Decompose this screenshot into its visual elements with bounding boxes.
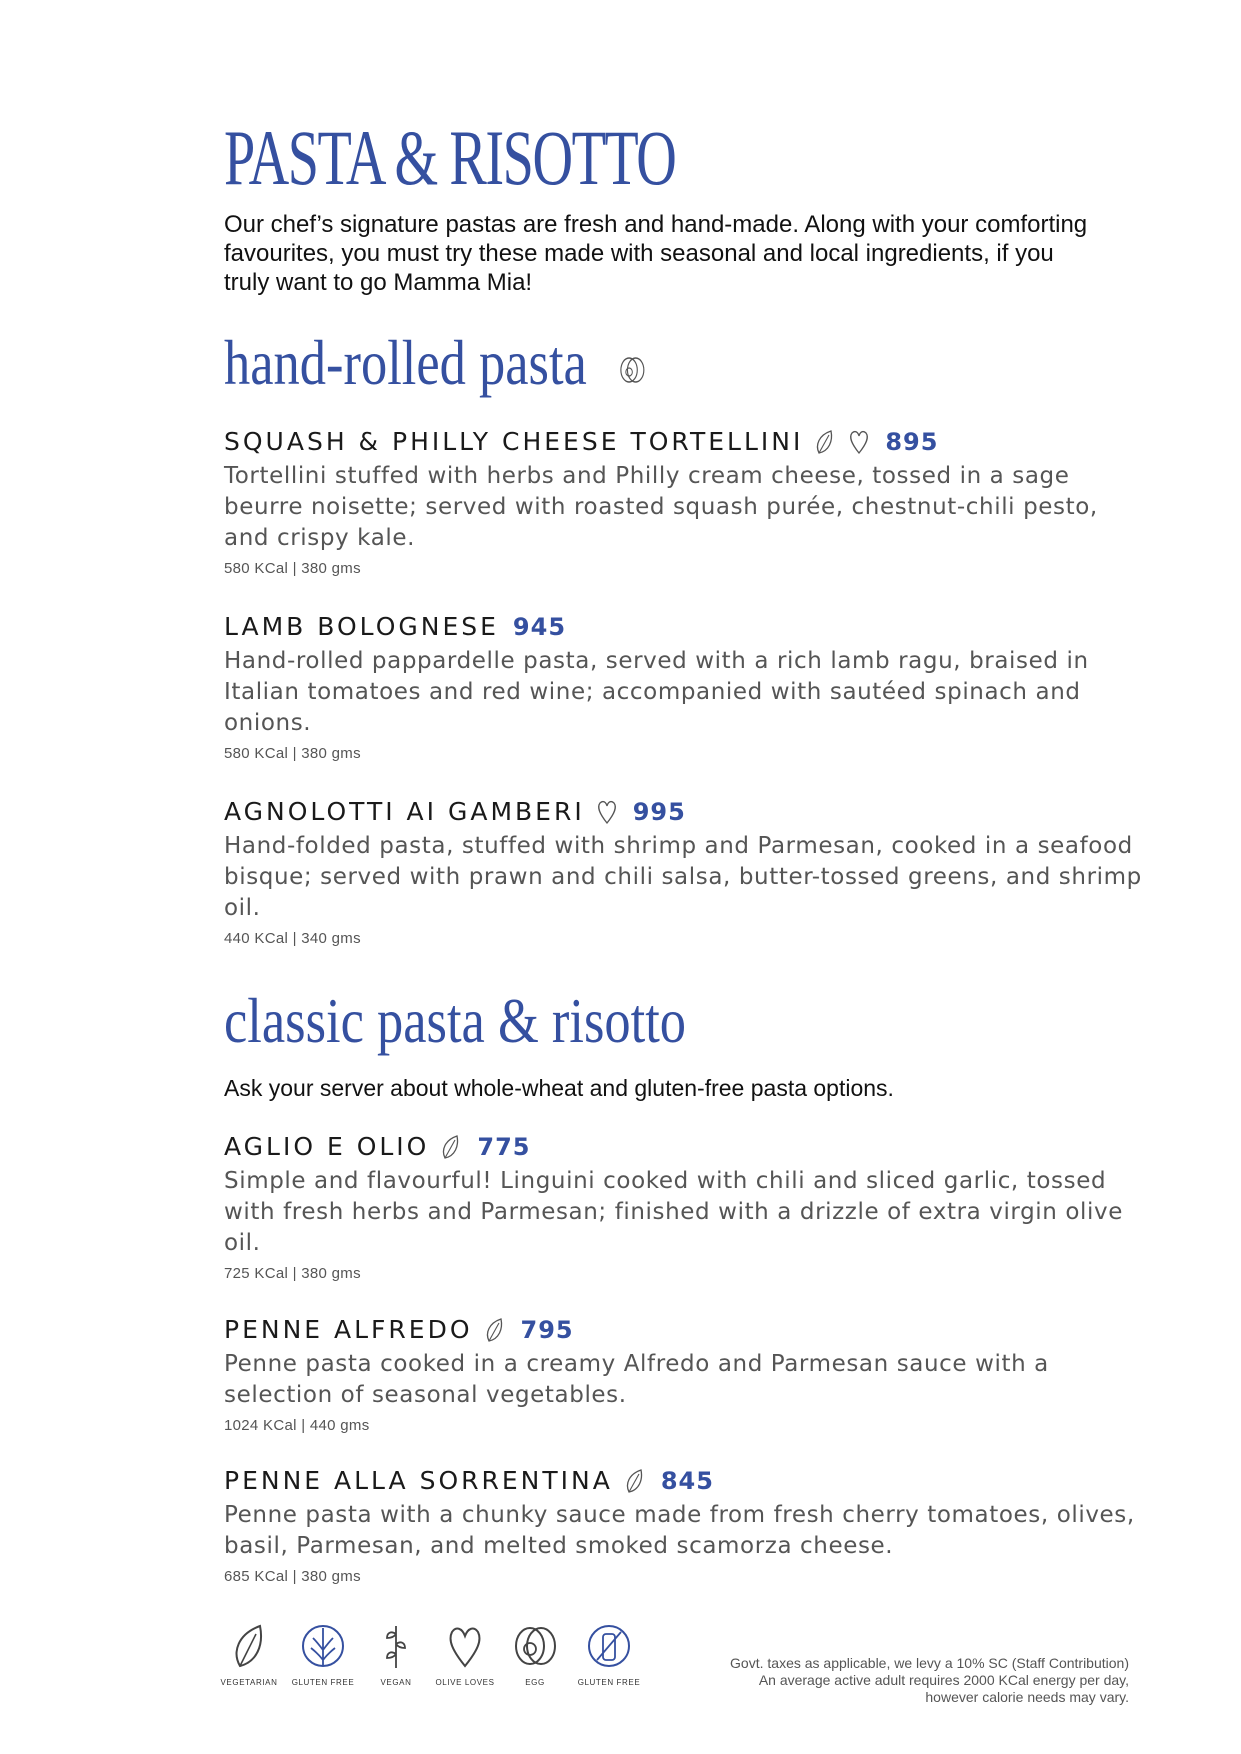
item-name: AGNOLOTTI AI GAMBERI bbox=[224, 797, 585, 826]
item-description: Penne pasta cooked in a creamy Alfredo and Parmesan sauce with a selection of seasonal vegetables. bbox=[224, 1351, 1049, 1408]
item-nutrition: 580 KCal | 380 gms bbox=[224, 745, 361, 762]
item-description: Simple and flavourful! Linguini cooked with chili and sliced garlic, tossed with fresh herbs and Parmesan; finished with a drizzle of extra virgin olive oil. bbox=[224, 1168, 1123, 1256]
egg-icon bbox=[618, 354, 646, 384]
item-name: SQUASH & PHILLY CHEESE TORTELLINI bbox=[224, 427, 804, 456]
item-nutrition: 440 KCal | 340 gms bbox=[224, 930, 361, 947]
vegetarian-icon bbox=[813, 429, 837, 455]
olive-loves-icon bbox=[442, 1620, 488, 1672]
section-title-classic: classic pasta & risotto bbox=[224, 985, 687, 1056]
item-price: 995 bbox=[632, 798, 686, 826]
gluten-free-icon bbox=[300, 1620, 346, 1672]
menu-item bbox=[224, 795, 1144, 947]
item-name: PENNE ALFREDO bbox=[224, 1315, 473, 1344]
item-price: 775 bbox=[477, 1133, 531, 1161]
section-title-hand-rolled: hand-rolled pasta bbox=[224, 330, 646, 396]
olive-loves-icon bbox=[595, 799, 619, 825]
menu-item bbox=[224, 425, 1144, 577]
item-nutrition: 725 KCal | 380 gms bbox=[224, 1265, 361, 1282]
footnote: Govt. taxes as applicable, we levy a 10% SC (Staff Contribution) An average active adult requires 2000 KCal energy per day, however calorie needs may vary. bbox=[730, 1655, 1129, 1705]
legend-olive-loves: OLIVE LOVES bbox=[430, 1620, 500, 1688]
vegetarian-icon bbox=[439, 1134, 463, 1160]
section-note: Ask your server about whole-wheat and gluten-free pasta options. bbox=[224, 1075, 894, 1101]
item-description: Hand-rolled pappardelle pasta, served with a rich lamb ragu, braised in Italian tomatoes and red wine; accompanied with sautéed spinach and onions. bbox=[224, 648, 1089, 736]
item-nutrition: 580 KCal | 380 gms bbox=[224, 560, 361, 577]
menu-item bbox=[224, 1130, 1144, 1282]
item-name: PENNE ALLA SORRENTINA bbox=[224, 1466, 613, 1495]
menu-item bbox=[224, 1464, 1144, 1585]
item-description: Penne pasta with a chunky sauce made from fresh cherry tomatoes, olives, basil, Parmesan, and melted smoked scamorza cheese. bbox=[224, 1502, 1135, 1559]
olive-loves-icon bbox=[847, 429, 871, 455]
item-price: 795 bbox=[520, 1316, 574, 1344]
item-nutrition: 685 KCal | 380 gms bbox=[224, 1568, 361, 1585]
item-price: 895 bbox=[885, 428, 939, 456]
item-nutrition: 1024 KCal | 440 gms bbox=[224, 1417, 370, 1434]
dietary-legend bbox=[220, 1620, 674, 1710]
item-description: Hand-folded pasta, stuffed with shrimp and Parmesan, cooked in a seafood bisque; served with prawn and chili salsa, butter-tossed greens, and shrimp oil. bbox=[224, 833, 1142, 921]
intro-text: Our chef’s signature pastas are fresh and hand-made. Along with your comforting favourites, you must try these made with seasonal and local ingredients, if you truly want to go Mamma Mia! bbox=[224, 211, 1088, 296]
item-price: 945 bbox=[512, 613, 567, 641]
vegetarian-icon bbox=[623, 1468, 647, 1494]
legend-gluten-free: GLUTEN FREE bbox=[288, 1620, 358, 1688]
item-price: 845 bbox=[660, 1467, 714, 1495]
egg-icon bbox=[512, 1620, 558, 1672]
menu-item bbox=[224, 610, 1144, 762]
item-name: LAMB BOLOGNESE bbox=[224, 612, 499, 641]
legend-vegan: VEGAN bbox=[361, 1620, 431, 1688]
item-name: AGLIO E OLIO bbox=[224, 1132, 430, 1161]
page-title: PASTA & RISOTTO bbox=[224, 114, 676, 201]
menu-item bbox=[224, 1313, 1144, 1434]
gluten-free-bottle-icon bbox=[586, 1620, 632, 1672]
vegetarian-icon bbox=[483, 1317, 507, 1343]
legend-gluten-free-bottle: GLUTEN FREE bbox=[574, 1620, 644, 1688]
item-description: Tortellini stuffed with herbs and Philly cream cheese, tossed in a sage beurre noisette; served with roasted squash purée, chestnut-chili pesto, and crispy kale. bbox=[224, 463, 1098, 551]
vegetarian-icon bbox=[226, 1620, 272, 1672]
vegan-icon bbox=[373, 1620, 419, 1672]
legend-vegetarian: VEGETARIAN bbox=[214, 1620, 284, 1688]
legend-egg: EGG bbox=[500, 1620, 570, 1688]
